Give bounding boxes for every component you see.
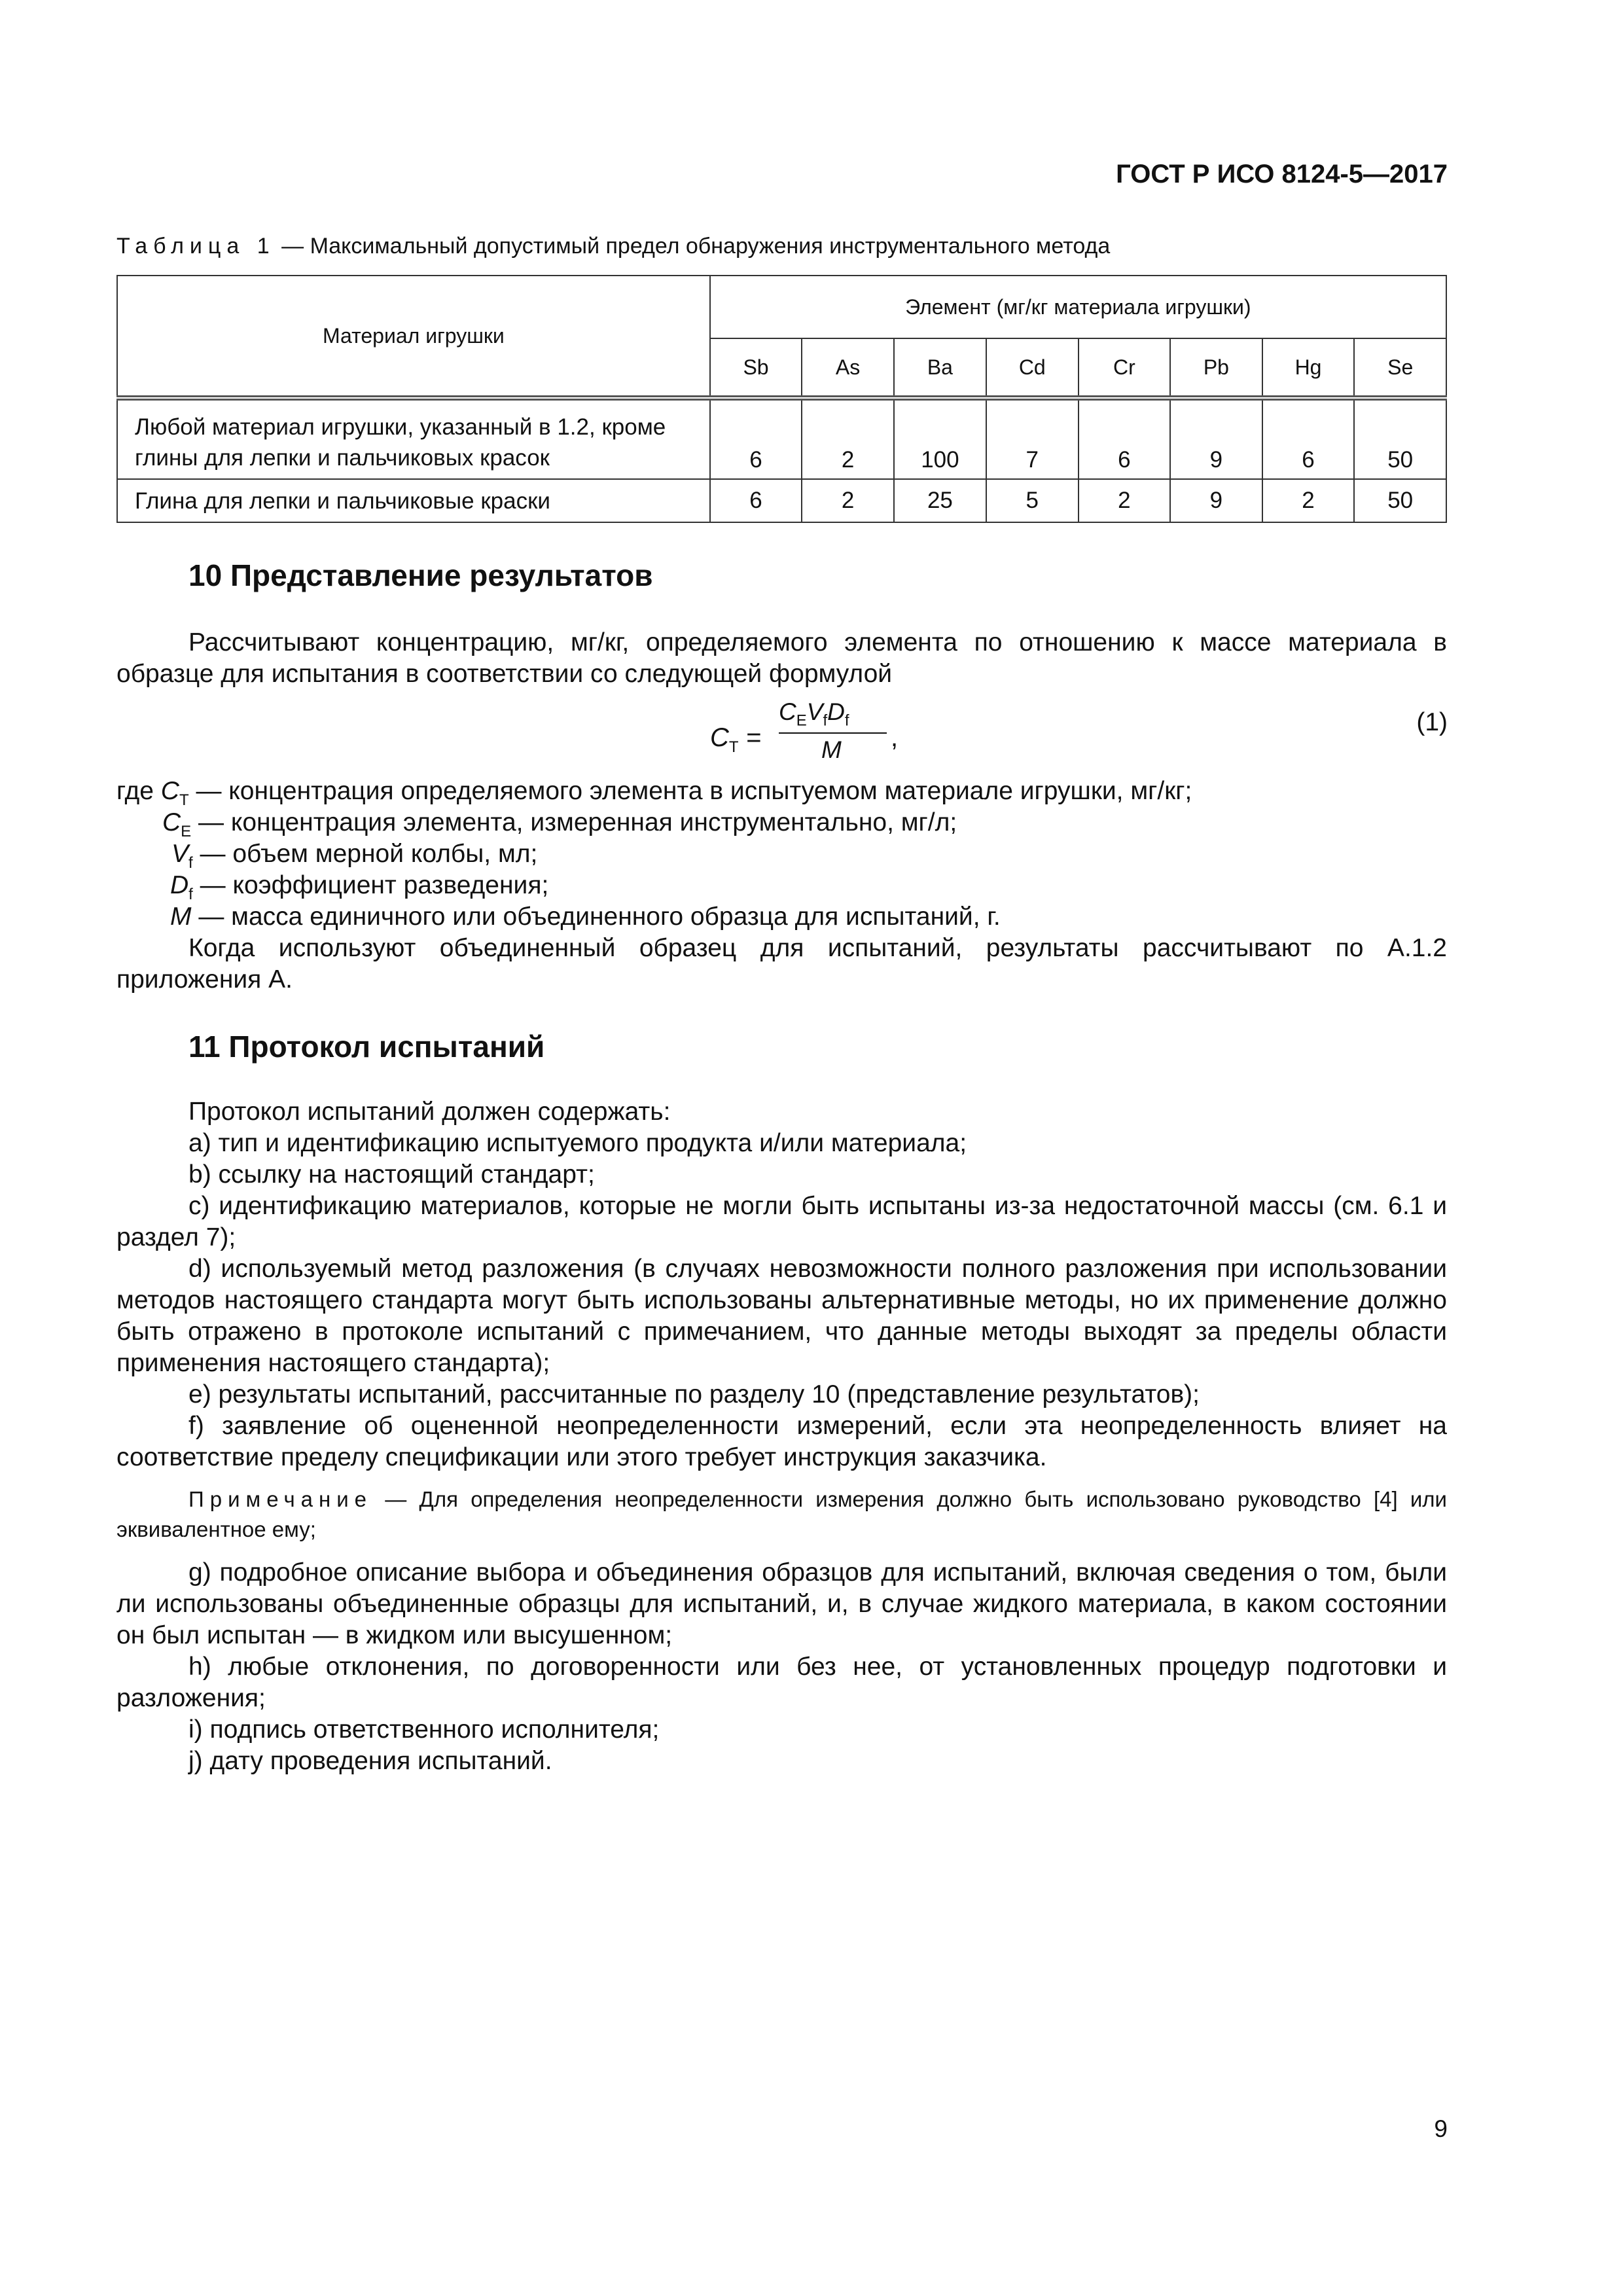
page-number: 9 (1434, 2115, 1448, 2142)
value-cell: 2 (1079, 479, 1170, 522)
document-code: ГОСТ Р ИСО 8124-5—2017 (1116, 160, 1448, 188)
note (116, 1484, 1447, 1545)
column-header-element: Se (1354, 338, 1446, 398)
material-line: глины для лепки и пальчиковых красок (135, 445, 550, 471)
definition-m: M — масса единичного или объединенного образца для испытаний, г. (170, 903, 1001, 931)
table-row (117, 479, 1446, 522)
material-cell: Глина для лепки и пальчиковые краски (117, 479, 710, 522)
column-header-element: Ba (894, 338, 986, 398)
definition-text: — масса единичного или объединенного образца для испытаний, г. (191, 903, 1001, 931)
definition-df: $D_f$ — коэффициент разведения; (170, 871, 549, 903)
column-header-element: As (802, 338, 894, 398)
value-cell: 25 (894, 479, 986, 522)
note-label: Примечание (188, 1487, 373, 1511)
formula: $C_T$ = $C_EV_fD_f$ M , (710, 698, 899, 763)
definition-vf: $V_f$ — объем мерной колбы, мл; (171, 840, 538, 872)
section-10-intro: Рассчитывают концентрацию, мг/кг, определяемого элемента по отношению к массе материала в образце для испытания в соответствии со следующей формулой (116, 628, 1447, 688)
value-cell: 2 (1262, 479, 1355, 522)
definition-text: — объем мерной колбы, мл; (192, 840, 538, 868)
value-cell: 6 (1262, 398, 1355, 479)
list-item-g: g) подробное описание выбора и объединения образцов для испытаний, включая сведения о том, были ли использованы объединенные образцы для испытаний, и, в случае жидкого материала, в каком состоянии он был испытан — в жидком или высушенном; (116, 1558, 1447, 1649)
note-text: — Для определения неопределенности измерения должно быть использовано руководство [4] или эквивалентное ему; (116, 1487, 1447, 1541)
list-item-h: h) любые отклонения, по договоренности или без нее, от установленных процедур подготовки и разложения; (116, 1653, 1447, 1712)
definition-text: — концентрация определяемого элемента в испытуемом материале игрушки, мг/кг; (188, 777, 1192, 805)
column-header-element-group: Элемент (мг/кг материала игрушки) (710, 276, 1446, 338)
column-header-element: Hg (1262, 338, 1355, 398)
list-item-i: i) подпись ответственного исполнителя; (188, 1715, 660, 1744)
column-header-element: Sb (710, 338, 802, 398)
value-cell: 2 (802, 479, 894, 522)
value-cell: 6 (710, 479, 802, 522)
definition-ct: где $C_T$ — концентрация определяемого элемента в испытуемом материале игрушки, мг/кг; (116, 777, 1192, 809)
column-header-element: Pb (1170, 338, 1262, 398)
value-cell: 6 (1079, 398, 1170, 479)
table-row (117, 398, 1446, 479)
definition-ce: $C_E$ — концентрация элемента, измеренная инструментально, мг/л; (162, 808, 957, 840)
definition-text: — коэффициент разведения; (192, 871, 549, 899)
list-item-f: f) заявление об оцененной неопределенности измерений, если эта неопределенность влияет на соответствие пределу спецификации или этого требует инструкция заказчика. (116, 1412, 1447, 1471)
table-header-row (117, 276, 1446, 338)
material-line: Любой материал игрушки, указанный в 1.2, кроме (135, 414, 666, 440)
column-header-material: Материал игрушки (117, 276, 710, 398)
detection-limits-table (116, 275, 1447, 523)
formula-number: (1) (1416, 708, 1448, 736)
column-header-element: Cd (986, 338, 1079, 398)
table-caption-text: — Максимальный допустимый предел обнаружения инструментального метода (275, 234, 1111, 259)
list-item-e: e) результаты испытаний, рассчитанные по разделу 10 (представление результатов); (188, 1380, 1200, 1408)
section-11-title: 11 Протокол испытаний (188, 1030, 545, 1064)
value-cell: 100 (894, 398, 986, 479)
value-cell: 2 (802, 398, 894, 479)
list-item-d: d) используемый метод разложения (в случаях невозможности полного разложения при использовании методов настоящего стандарта могут быть использованы альтернативные методы, но их применение должно быть отражено в протоколе испытаний с примечанием, что данные методы выходят за пределы области применения настоящего стандарта); (116, 1255, 1447, 1377)
value-cell: 50 (1354, 479, 1446, 522)
list-item-a: a) тип и идентификацию испытуемого продукта и/или материала; (188, 1129, 967, 1157)
value-cell: 5 (986, 479, 1079, 522)
material-cell (117, 398, 710, 479)
column-header-element: Cr (1079, 338, 1170, 398)
value-cell: 50 (1354, 398, 1446, 479)
value-cell: 9 (1170, 398, 1262, 479)
list-item-c: c) идентификацию материалов, которые не могли быть испытаны из-за недостаточной массы (см. 6.1 и раздел 7); (116, 1192, 1447, 1251)
list-item-b: b) ссылку на настоящий стандарт; (188, 1160, 595, 1189)
definition-text: — концентрация элемента, измеренная инструментально, мг/л; (191, 808, 957, 836)
section-10-title: 10 Представление результатов (188, 558, 653, 592)
value-cell: 6 (710, 398, 802, 479)
value-cell: 7 (986, 398, 1079, 479)
list-item-j: j) дату проведения испытаний. (188, 1747, 552, 1775)
combined-sample-note: Когда используют объединенный образец для испытаний, результаты рассчитывают по А.1.2 приложения А. (116, 934, 1447, 994)
table-caption (116, 234, 1110, 259)
table-caption-label: Таблица 1 (116, 234, 276, 259)
where-prefix: где (116, 777, 154, 805)
section-11-intro: Протокол испытаний должен содержать: (188, 1098, 671, 1126)
value-cell: 9 (1170, 479, 1262, 522)
